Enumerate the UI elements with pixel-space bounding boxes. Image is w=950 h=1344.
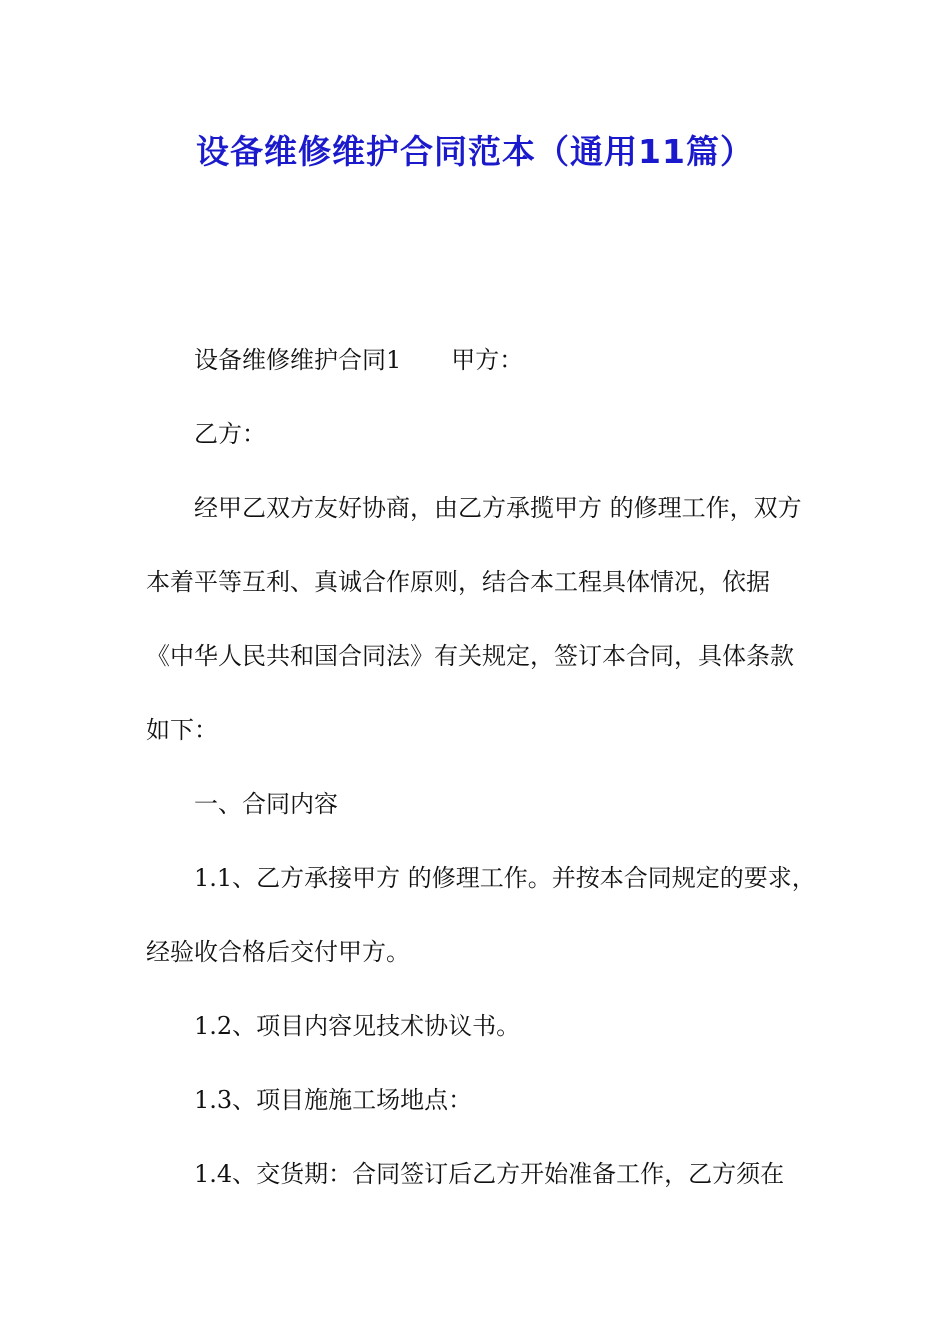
party-a-label: 甲方： xyxy=(451,346,524,374)
clause-line: 1.1、乙方承接甲方 的修理工作。并按本合同规定的要求， xyxy=(194,864,816,892)
section-heading: 一、合同内容 xyxy=(194,790,338,818)
clause-line: 1.3、项目施施工场地点： xyxy=(194,1086,473,1114)
contract-heading: 设备维修维护合同1 xyxy=(194,346,402,374)
paragraph-line: 经甲乙双方友好协商，由乙方承揽甲方 的修理工作，双方 xyxy=(194,494,802,522)
paragraph-line: 如下： xyxy=(146,716,218,744)
clause-line: 1.2、项目内容见技术协议书。 xyxy=(194,1012,521,1040)
party-b-label: 乙方： xyxy=(194,420,266,448)
clause-line: 1.4、交货期：合同签订后乙方开始准备工作，乙方须在 xyxy=(194,1160,785,1188)
contract-heading-line xyxy=(146,332,826,406)
paragraph-line: 本着平等互利、真诚合作原则，结合本工程具体情况，依据 xyxy=(146,568,770,596)
paragraph-line: 《中华人民共和国合同法》有关规定，签订本合同，具体条款 xyxy=(146,642,794,670)
clause-line: 经验收合格后交付甲方。 xyxy=(146,938,410,966)
document-body xyxy=(146,332,826,1220)
document-title: 设备维修维护合同范本（通用11篇） xyxy=(196,132,754,171)
